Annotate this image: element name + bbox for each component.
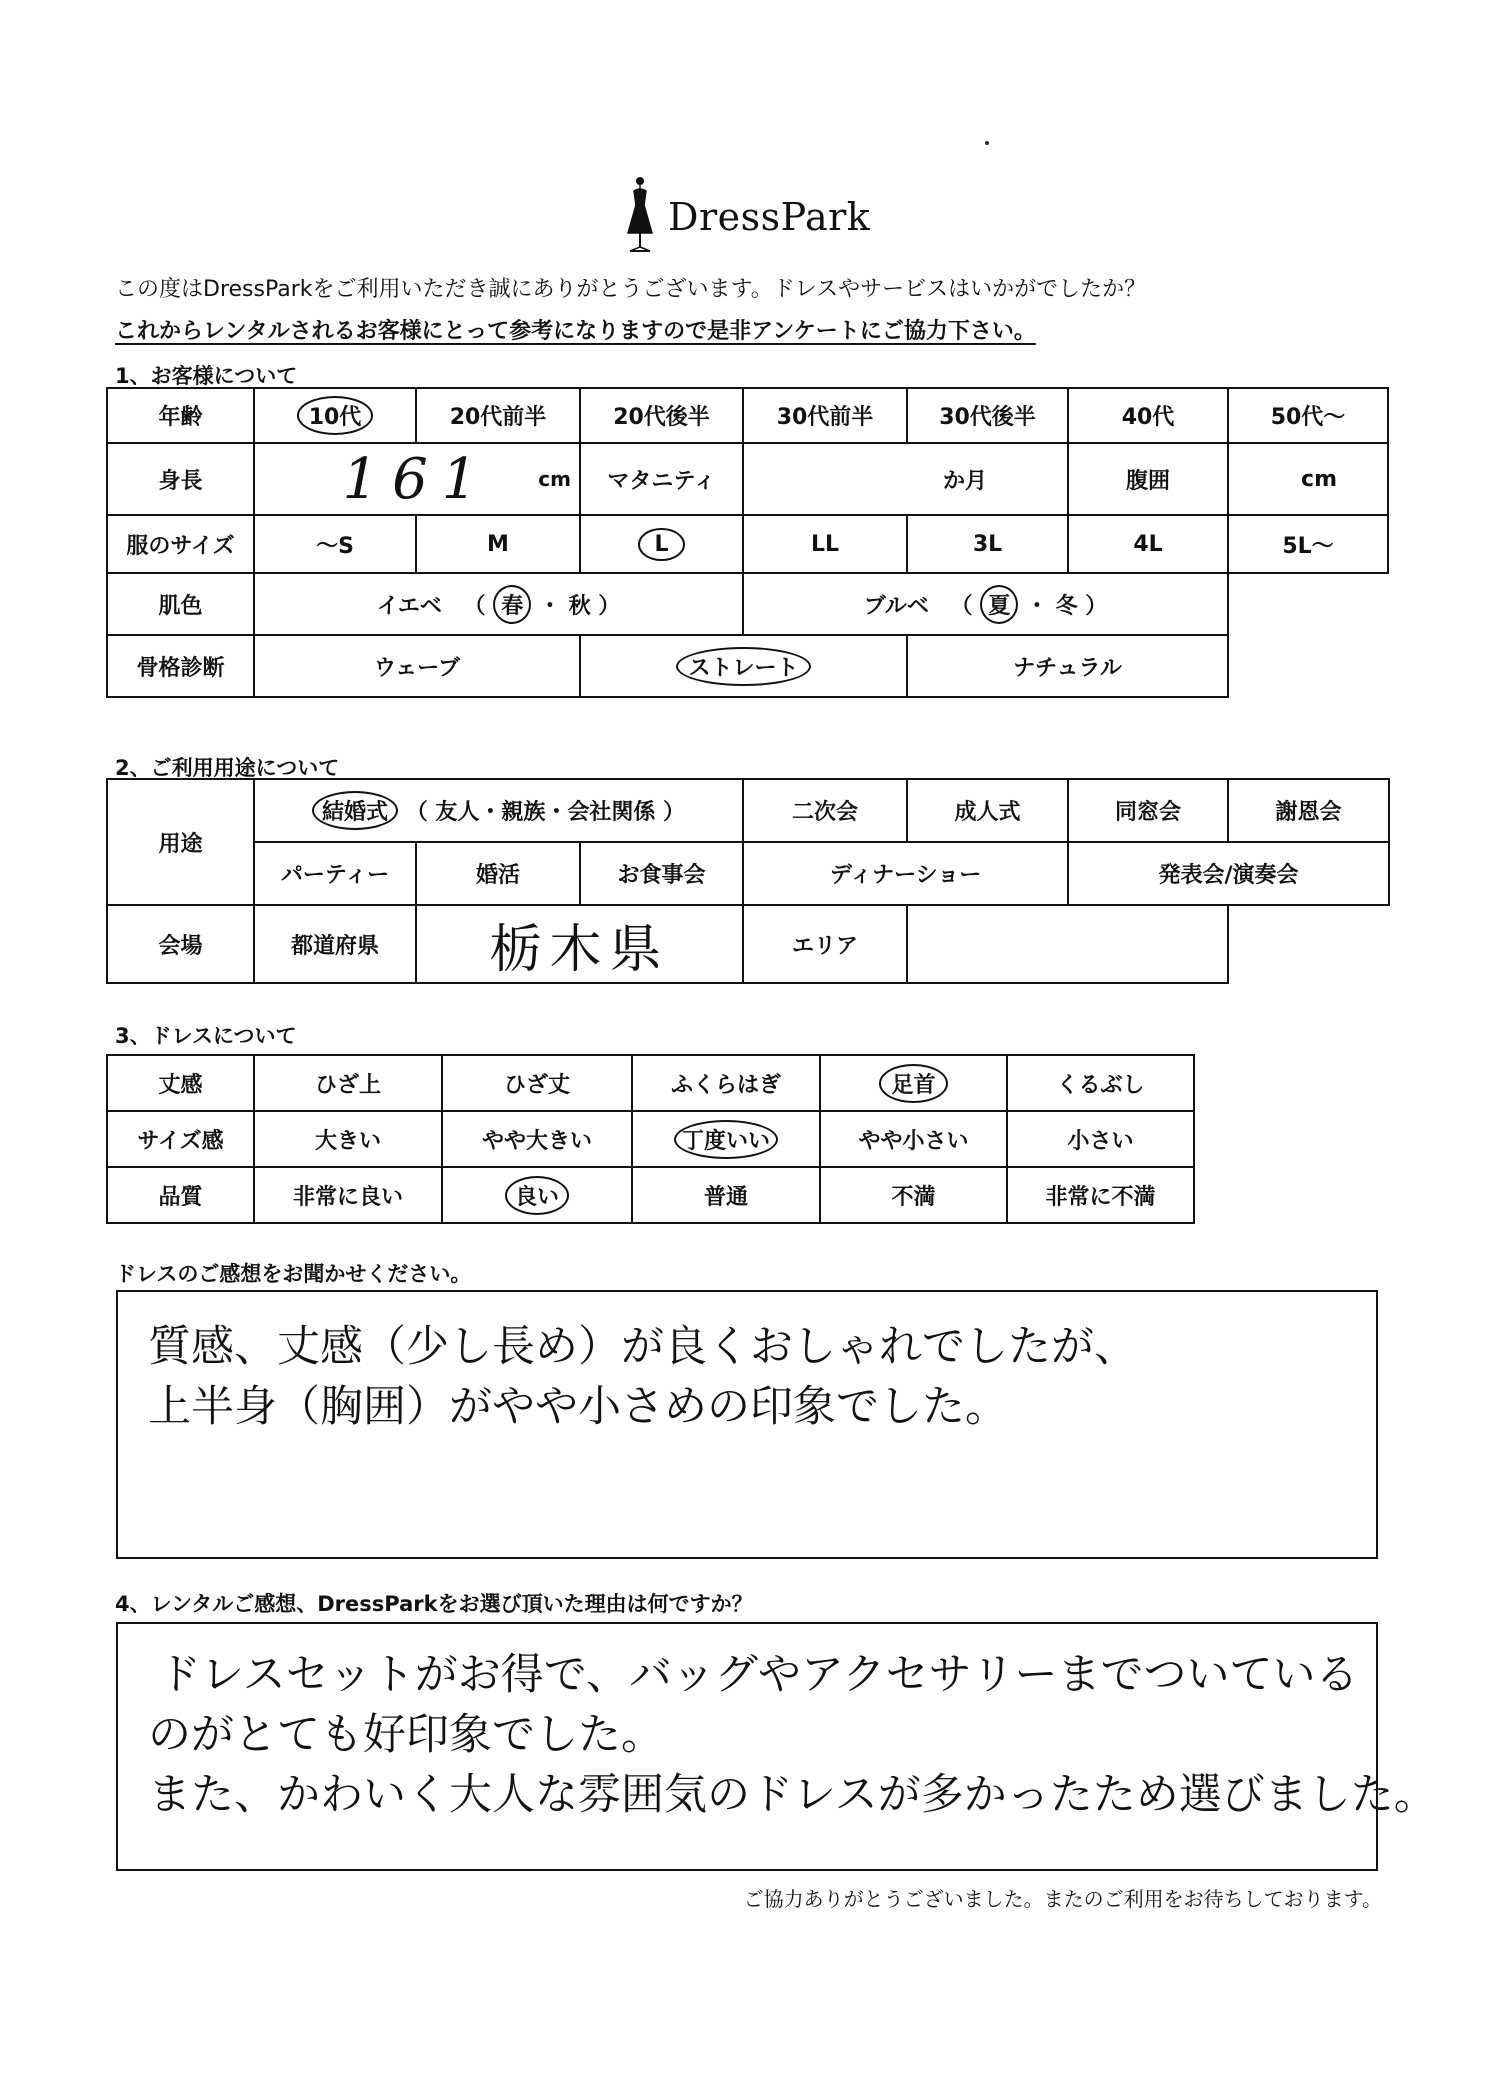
selected-circle: 春 xyxy=(493,585,531,624)
reason-line-2: のがとても好印象でした。 xyxy=(148,1710,664,1760)
prefecture-label: 都道府県 xyxy=(254,905,416,983)
empty-cell xyxy=(1228,635,1388,697)
area-label: エリア xyxy=(743,905,907,983)
footer-thanks: ご協力ありがとうございました。またのご利用をお待ちしております。 xyxy=(743,1887,1382,1911)
fit-option-slightly-small[interactable]: やや小さい xyxy=(820,1111,1007,1167)
selected-circle: 足首 xyxy=(879,1064,947,1103)
section-1-title: 1、お客様について xyxy=(115,364,298,388)
height-unit: cm xyxy=(538,467,571,491)
length-row xyxy=(107,1055,1194,1111)
age-option-20-early[interactable]: 20代前半 xyxy=(416,388,580,443)
paren-close: ） xyxy=(1085,593,1108,619)
waist-unit: cm xyxy=(1301,466,1337,492)
frame-option-natural[interactable]: ナチュラル xyxy=(907,635,1228,697)
skin-blue-base[interactable] xyxy=(743,573,1228,635)
fit-option-slightly-big[interactable]: やや大きい xyxy=(442,1111,632,1167)
frame-option-wave[interactable]: ウェーブ xyxy=(254,635,580,697)
frame-option-straight[interactable] xyxy=(580,635,907,697)
height-value: 161 xyxy=(342,446,492,512)
reason-line-3: また、かわいく大人な雰囲気のドレスが多かったため選びました。 xyxy=(148,1770,1437,1820)
dress-mannequin-icon xyxy=(620,175,660,255)
waist-label: 腹囲 xyxy=(1068,443,1228,515)
section-3-title: 3、ドレスについて xyxy=(115,1024,297,1048)
frame-row xyxy=(107,635,1388,697)
purpose-party[interactable]: パーティー xyxy=(254,842,416,905)
length-option-knee[interactable]: ひざ丈 xyxy=(442,1055,632,1111)
purpose-label: 用途 xyxy=(107,779,254,905)
empty-cell xyxy=(1228,905,1389,983)
paren-open: （ xyxy=(950,593,973,619)
purpose-konkatsu[interactable]: 婚活 xyxy=(416,842,580,905)
brand-logo xyxy=(620,175,871,255)
selected-circle: 10代 xyxy=(297,396,374,435)
size-option-m[interactable]: M xyxy=(416,515,580,573)
purpose-dinner[interactable]: お食事会 xyxy=(580,842,743,905)
prefecture-value: 栃木県 xyxy=(489,919,670,980)
separator: ・ xyxy=(1025,593,1048,619)
intro-line-1: この度はDressParkをご利用いただき誠にありがとうございます。ドレスやサービスはいかがでしたか？ xyxy=(115,277,1147,302)
reason-line-1: ドレスセットがお得で、バッグやアクセサリーまでついている xyxy=(158,1650,1359,1700)
purpose-dinner-show[interactable]: ディナーショー xyxy=(743,842,1068,905)
selected-circle: L xyxy=(638,528,684,561)
height-row xyxy=(107,443,1388,515)
section-2-title: 2、ご利用用途について xyxy=(115,756,340,780)
quality-option-normal[interactable]: 普通 xyxy=(632,1167,820,1223)
age-option-20-late[interactable]: 20代後半 xyxy=(580,388,743,443)
prefecture-field[interactable] xyxy=(416,905,743,983)
selected-circle: 良い xyxy=(505,1176,569,1215)
quality-label: 品質 xyxy=(107,1167,254,1223)
age-option-30-early[interactable]: 30代前半 xyxy=(743,388,907,443)
feedback-line-2: 上半身（胸囲）がやや小さめの印象でした。 xyxy=(148,1382,1008,1432)
fit-row xyxy=(107,1111,1194,1167)
paren-open: （ xyxy=(463,593,486,619)
skin-label: 肌色 xyxy=(107,573,254,635)
purpose-thanks-party[interactable]: 謝恩会 xyxy=(1228,779,1389,842)
waist-field[interactable] xyxy=(1228,443,1388,515)
size-option-ll[interactable]: LL xyxy=(743,515,907,573)
purpose-coming-of-age[interactable]: 成人式 xyxy=(907,779,1068,842)
blue-base-label: ブルベ xyxy=(863,593,929,619)
purpose-reunion[interactable]: 同窓会 xyxy=(1068,779,1228,842)
season-autumn: 秋 xyxy=(568,593,591,619)
usage-table xyxy=(106,778,1390,984)
customer-table xyxy=(106,387,1389,698)
maternity-label: マタニティ xyxy=(580,443,743,515)
quality-row xyxy=(107,1167,1194,1223)
feedback-textarea[interactable] xyxy=(116,1290,1378,1559)
scan-speck xyxy=(985,141,989,145)
frame-label: 骨格診断 xyxy=(107,635,254,697)
age-option-50[interactable]: 50代～ xyxy=(1228,388,1388,443)
size-option-4l[interactable]: 4L xyxy=(1068,515,1228,573)
yellow-base-label: イエベ xyxy=(376,593,442,619)
empty-cell xyxy=(1228,573,1388,635)
brand-name: DressPark xyxy=(668,195,871,239)
age-option-40[interactable]: 40代 xyxy=(1068,388,1228,443)
selected-circle: 夏 xyxy=(980,585,1018,624)
size-option-l[interactable] xyxy=(580,515,743,573)
section-4-title: 4、レンタルご感想、DressParkをお選び頂いた理由は何ですか？ xyxy=(115,1592,753,1616)
selected-circle: 結婚式 xyxy=(312,791,398,830)
dress-table xyxy=(106,1054,1195,1224)
reason-textarea[interactable] xyxy=(116,1622,1437,1871)
quality-option-very-good[interactable]: 非常に良い xyxy=(254,1167,442,1223)
fit-option-big[interactable]: 大きい xyxy=(254,1111,442,1167)
height-field[interactable] xyxy=(254,443,580,515)
purpose-recital[interactable]: 発表会/演奏会 xyxy=(1068,842,1389,905)
purpose-row-2 xyxy=(107,842,1389,905)
fit-label: サイズ感 xyxy=(107,1111,254,1167)
season-winter: 冬 xyxy=(1055,593,1078,619)
size-option-s[interactable]: ～S xyxy=(254,515,416,573)
age-option-30-late[interactable]: 30代後半 xyxy=(907,388,1068,443)
maternity-unit: か月 xyxy=(942,468,987,494)
age-row xyxy=(107,388,1388,443)
age-label: 年齢 xyxy=(107,388,254,443)
size-option-5l[interactable]: 5L～ xyxy=(1228,515,1388,573)
maternity-field[interactable] xyxy=(743,443,1068,515)
paren-close: ） xyxy=(598,593,621,619)
fit-option-just-right[interactable] xyxy=(632,1111,820,1167)
selected-circle: 丁度いい xyxy=(674,1120,778,1159)
length-option-calf[interactable]: ふくらはぎ xyxy=(632,1055,820,1111)
skin-yellow-base[interactable] xyxy=(254,573,743,635)
quality-option-dissatisfied[interactable]: 不満 xyxy=(820,1167,1007,1223)
separator: ・ xyxy=(538,593,561,619)
purpose-row-1 xyxy=(107,779,1389,842)
size-label: 服のサイズ xyxy=(107,515,254,573)
feedback-title: ドレスのご感想をお聞かせください。 xyxy=(115,1262,472,1286)
feedback-line-1: 質感、丈感（少し長め）が良くおしゃれでしたが、 xyxy=(148,1322,1137,1372)
quality-option-very-dissatisfied[interactable]: 非常に不満 xyxy=(1007,1167,1194,1223)
skin-row xyxy=(107,573,1388,635)
intro-line-2: これからレンタルされるお客様にとって参考になりますので是非アンケートにご協力下さい。 xyxy=(115,319,1036,344)
age-option-10[interactable] xyxy=(254,388,416,443)
size-row xyxy=(107,515,1388,573)
length-option-above-knee[interactable]: ひざ上 xyxy=(254,1055,442,1111)
venue-row xyxy=(107,905,1389,983)
quality-option-good[interactable] xyxy=(442,1167,632,1223)
venue-label: 会場 xyxy=(107,905,254,983)
size-option-3l[interactable]: 3L xyxy=(907,515,1068,573)
length-option-ankle[interactable] xyxy=(820,1055,1007,1111)
wedding-detail: （ 友人・親族・会社関係 ） xyxy=(405,800,686,825)
selected-circle: ストレート xyxy=(676,647,810,686)
fit-option-small[interactable]: 小さい xyxy=(1007,1111,1194,1167)
area-field[interactable] xyxy=(907,905,1228,983)
purpose-after-party[interactable]: 二次会 xyxy=(743,779,907,842)
length-label: 丈感 xyxy=(107,1055,254,1111)
height-label: 身長 xyxy=(107,443,254,515)
length-option-ankle-bone[interactable]: くるぶし xyxy=(1007,1055,1194,1111)
purpose-wedding[interactable] xyxy=(254,779,743,842)
